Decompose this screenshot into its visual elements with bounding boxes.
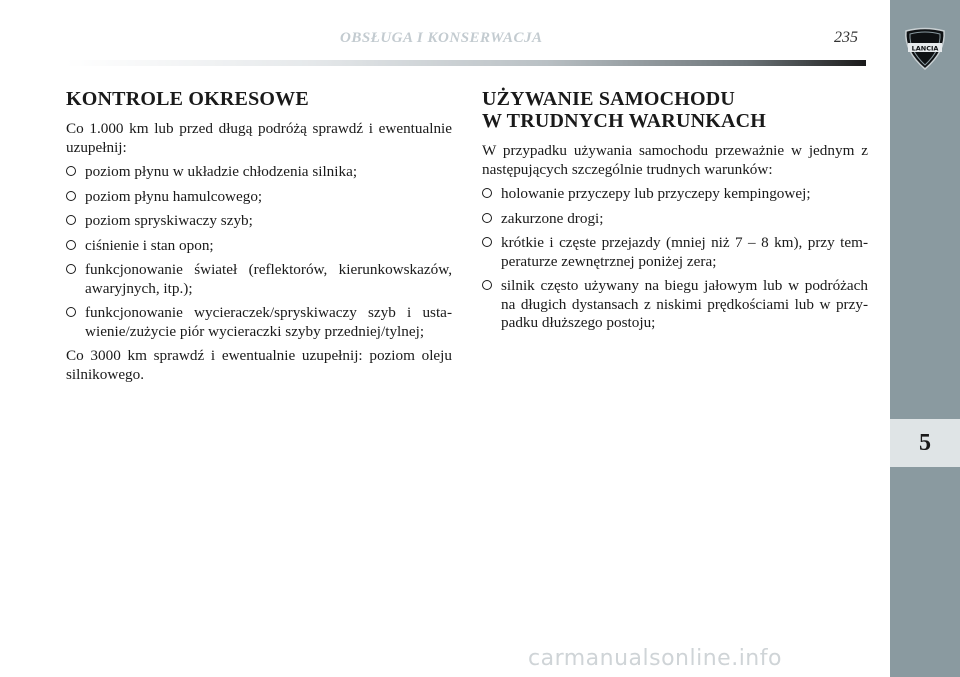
left-outro-paragraph: Co 3000 km sprawdź i ewentualnie uzupełnij: poziom oleju silnikowego. (66, 347, 452, 383)
lancia-logo-icon (902, 25, 948, 71)
heading-trudne-warunki (482, 88, 868, 132)
list-item: silnik często używany na biegu jałowym lub w podróżach na długich dystansach z niskimi prędkościami lub w przypadku dłuższego postoju; (482, 277, 868, 333)
right-intro-paragraph: W przypadku używania samochodu przeważnie w jednym z następujących szczególnie trudnych warunków: (482, 142, 868, 178)
chapter-tab[interactable] (890, 419, 960, 467)
list-item: funkcjonowanie świateł (reflektorów, kierunkowskazów, awaryjnych, itp.); (66, 261, 452, 298)
list-item: holowanie przyczepy lub przyczepy kempingowej; (482, 185, 868, 204)
list-item: poziom spryskiwaczy szyb; (66, 212, 452, 231)
heading-kontrole-okresowe: KONTROLE OKRESOWE (66, 88, 309, 110)
header-rule (66, 60, 866, 66)
watermark: carmanualsonline.info (528, 646, 782, 671)
circle-bullet-icon (66, 240, 76, 250)
circle-bullet-icon (66, 191, 76, 201)
circle-bullet-icon (66, 264, 76, 274)
circle-bullet-icon (482, 213, 492, 223)
left-intro-paragraph: Co 1.000 km lub przed długą podróżą sprawdź i ewentualnie uzupełnij: (66, 120, 452, 156)
list-item: poziom płynu hamulcowego; (66, 188, 452, 207)
circle-bullet-icon (66, 166, 76, 176)
heading-line-1: UŻYWANIE SAMOCHODU (482, 88, 736, 110)
list-item: zakurzone drogi; (482, 210, 868, 229)
list-item: funkcjonowanie wycieraczek/spryskiwaczy szyb i ustawienie/zużycie piór wycieraczki szyby przedniej/tylnej; (66, 304, 452, 341)
circle-bullet-icon (482, 188, 492, 198)
left-column (66, 88, 452, 390)
page-number: 235 (834, 29, 858, 46)
list-item: poziom płynu w układzie chłodzenia silnika; (66, 163, 452, 182)
circle-bullet-icon (66, 215, 76, 225)
section-title: OBSŁUGA I KONSERWACJA (340, 30, 543, 46)
logo-text: LANCIA (911, 44, 939, 53)
heading-line-2: W TRUDNYCH WARUNKACH (482, 110, 767, 132)
list-item: krótkie i częste przejazdy (mniej niż 7 – 8 km), przy temperaturze zewnętrznej poniżej zera; (482, 234, 868, 271)
circle-bullet-icon (66, 307, 76, 317)
circle-bullet-icon (482, 237, 492, 247)
list-item: ciśnienie i stan opon; (66, 237, 452, 256)
chapter-sidebar (890, 0, 960, 677)
left-check-list (66, 163, 452, 341)
right-conditions-list (482, 185, 868, 333)
chapter-number: 5 (919, 429, 931, 456)
right-column (482, 88, 868, 339)
circle-bullet-icon (482, 280, 492, 290)
